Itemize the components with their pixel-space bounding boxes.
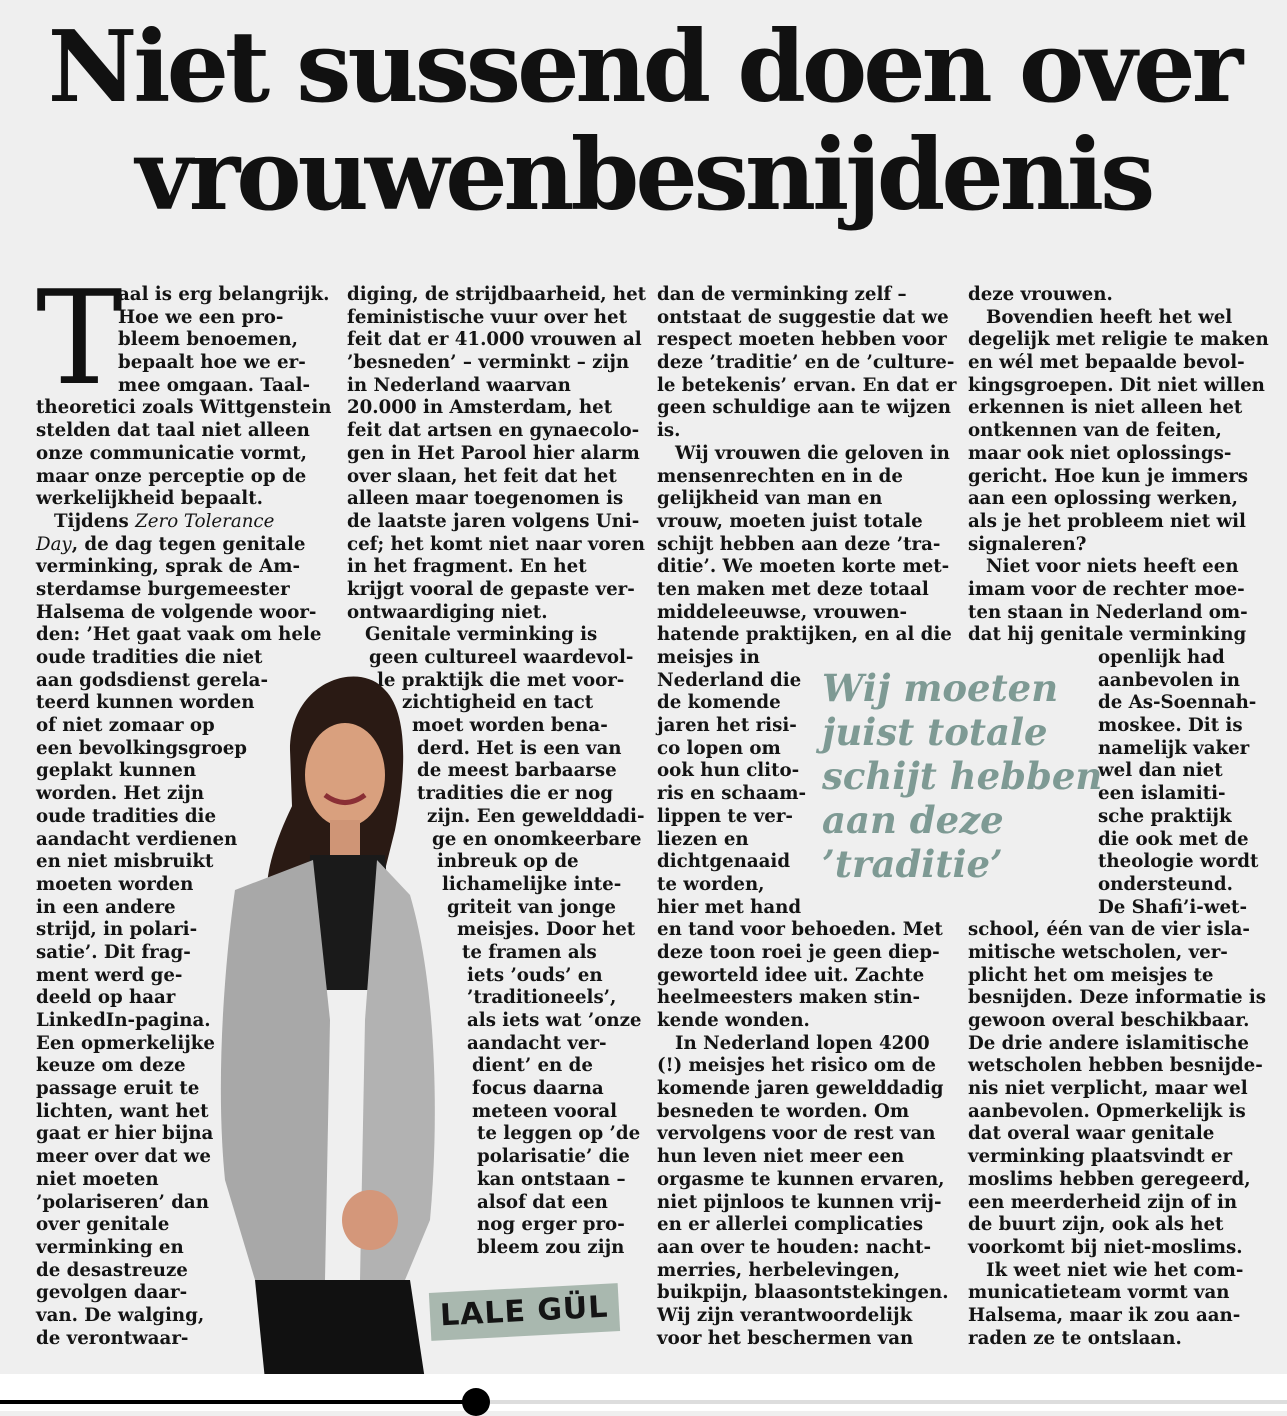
text-line: bleem benoemen, <box>118 329 298 351</box>
text-line: geplakt kunnen <box>36 760 197 782</box>
text-line: en tand voor behoeden. Met <box>657 919 943 941</box>
text-line: sche praktijk <box>1098 805 1232 827</box>
text-line: die ook met de <box>1098 828 1249 850</box>
text-line: dat hij genitale verminking <box>968 624 1247 646</box>
text-line: school, één van de vier isla- <box>968 919 1250 941</box>
text-line: den: ’Het gaat vaak om hele <box>36 624 322 646</box>
text-line: de desastreuze <box>36 1259 188 1281</box>
text-line: aan godsdienst gerela- <box>36 669 269 691</box>
text-line: de komende <box>657 692 781 714</box>
text-line: meisjes in <box>657 647 760 668</box>
text-line: liezen en <box>657 828 749 850</box>
text-line: als iets wat ’onze <box>467 1010 642 1031</box>
pull-quote-line: schijt hebben <box>822 754 1103 798</box>
text-line: deze ’traditie’ en de ’culture- <box>657 352 955 374</box>
scrubber-handle[interactable] <box>462 1388 490 1416</box>
text-line: openlijk had <box>1098 647 1225 668</box>
text-line: Wij zijn verantwoordelijk <box>657 1304 913 1326</box>
text-line: besneden te worden. Om <box>657 1100 910 1122</box>
text-line: deeld op haar <box>36 987 176 1009</box>
text-line: besnijden. Deze informatie is <box>968 987 1267 1009</box>
text-line: te framen als <box>462 941 597 963</box>
text-line: gewoon overal beschikbaar. <box>968 1010 1250 1031</box>
text-line: voorkomt bij niet-moslims. <box>968 1236 1243 1258</box>
text-line: In Nederland lopen 4200 <box>675 1032 930 1054</box>
text-line: hatende praktijken, en al die <box>657 624 952 646</box>
text-line: de As-Soennah- <box>1098 692 1257 714</box>
text-line: aanbevolen in <box>1098 669 1240 691</box>
text-line: onze communicatie vormt, <box>36 442 307 464</box>
text-line: ten maken met deze totaal <box>657 578 929 600</box>
text-line: voor het beschermen van <box>657 1327 914 1349</box>
text-line: municatieteam vormt van <box>968 1282 1230 1304</box>
text-line: Wij vrouwen die geloven in <box>675 442 950 464</box>
author-photo <box>195 660 525 1380</box>
text-line: vervolgens voor de rest van <box>657 1123 936 1145</box>
text-line: nis niet verplicht, maar wel <box>968 1078 1248 1100</box>
text-line: meisjes. Door het <box>457 919 636 941</box>
text-line: oude tradities die <box>36 805 217 827</box>
text-line: lichten, want het <box>36 1100 209 1122</box>
text-line: middeleeuwse, vrouwen- <box>657 601 908 623</box>
headline-line-2: vrouwenbesnijdenis <box>135 118 1152 233</box>
text-line: een islamiti- <box>1098 783 1226 805</box>
text-line: verminking, sprak de Am- <box>36 556 300 578</box>
text-line: De drie andere islamitische <box>968 1032 1249 1054</box>
text-line: iets ’ouds’ en <box>467 964 603 986</box>
text-line: aandacht verdienen <box>36 828 238 850</box>
text-line: meer over dat we <box>36 1146 211 1168</box>
drop-cap: T <box>36 262 123 414</box>
text-line: gen in Het Parool hier alarm <box>347 442 640 464</box>
text-line: Genitale verminking is <box>365 624 598 646</box>
text-line: respect moeten hebben voor <box>657 329 947 351</box>
text-line: polarisatie’ die <box>477 1146 630 1168</box>
text-line: Day, de dag tegen genitale <box>36 533 306 555</box>
text-line: (!) meisjes het risico om de <box>657 1055 936 1077</box>
text-line: geen cultureel waardevol- <box>369 647 634 668</box>
text-line: of niet zomaar op <box>36 715 215 737</box>
text-line: le betekenis’ ervan. En dat er <box>657 374 957 396</box>
pull-quote <box>822 666 1103 886</box>
text-line: satie’. Dit frag- <box>36 941 191 963</box>
text-line: ditie’. We moeten korte met- <box>657 556 950 578</box>
text-line: mitische wetscholen, ver- <box>968 941 1228 963</box>
text-line: focus daarna <box>472 1078 604 1100</box>
text-line: Halsema, maar ik zou aan- <box>968 1304 1241 1326</box>
text-line: zichtigheid en tact <box>402 692 594 714</box>
text-line: alleen maar toegenomen is <box>347 488 624 510</box>
text-line: moet worden bena- <box>412 715 608 737</box>
text-line: gelijkheid van man en <box>657 488 883 510</box>
text-line: plicht het om meisjes te <box>968 964 1214 986</box>
text-line: gericht. Hoe kun je immers <box>968 465 1249 487</box>
text-line: wel dan niet <box>1098 760 1223 782</box>
text-line: diging, de strijdbaarheid, het <box>347 284 647 305</box>
text-line: dichtgenaaid <box>657 851 791 873</box>
text-line: komende jaren gewelddadig <box>657 1078 944 1100</box>
text-line: erkennen is niet alleen het <box>968 397 1243 419</box>
text-line: aan over te houden: nacht- <box>657 1236 932 1258</box>
text-line: ontkennen van de feiten, <box>968 420 1222 442</box>
text-line: deze toon roei je geen diep- <box>657 941 940 963</box>
text-line: le praktijk die met voor- <box>377 669 625 691</box>
text-line: dan de verminking zelf – <box>657 284 907 305</box>
text-line: een meerderheid zijn of in <box>968 1191 1238 1213</box>
text-line: feit dat artsen en gynaecolo- <box>347 420 640 442</box>
text-line: maar ook niet oplossings- <box>968 442 1232 464</box>
text-line: namelijk vaker <box>1098 737 1250 759</box>
text-line: co lopen om <box>657 737 781 759</box>
text-line: passage eruit te <box>36 1078 200 1100</box>
text-line: Nederland die <box>657 669 802 691</box>
text-line: in het fragment. En het <box>347 556 587 578</box>
text-line: wetscholen hebben besnijde- <box>968 1055 1263 1077</box>
text-line: keuze om deze <box>36 1055 186 1077</box>
text-line: ment werd ge- <box>36 964 183 986</box>
text-line: LinkedIn-pagina. <box>36 1010 211 1031</box>
text-line: over slaan, het feit dat het <box>347 465 617 487</box>
text-line: lichamelijke inte- <box>442 873 622 895</box>
text-line: worden. Het zijn <box>36 783 205 805</box>
text-line: hun leven niet meer een <box>657 1146 905 1168</box>
text-line: ge en onomkeerbare <box>432 828 642 850</box>
text-line: feit dat er 41.000 vrouwen al <box>347 329 642 351</box>
text-line: kende wonden. <box>657 1010 810 1031</box>
text-line: meteen vooral <box>472 1100 618 1122</box>
text-line: heelmeesters maken stin- <box>657 987 921 1009</box>
text-line: nog erger pro- <box>477 1214 625 1236</box>
text-line: is. <box>657 420 681 442</box>
text-line: buikpijn, blaasontstekingen. <box>657 1282 949 1304</box>
text-line: maar onze perceptie op de <box>36 465 307 487</box>
text-line: schijt hebben aan deze ’tra- <box>657 533 941 555</box>
text-line: verminking plaatsvindt er <box>968 1146 1233 1168</box>
text-line: ris en schaam- <box>657 783 807 805</box>
author-byline: LALE GÜL <box>429 1283 620 1341</box>
text-line: deze vrouwen. <box>968 284 1113 305</box>
text-line: moslims hebben geregeerd, <box>968 1168 1251 1190</box>
text-line: oude tradities die niet <box>36 647 263 668</box>
pull-quote-line: ’traditie’ <box>822 842 1003 886</box>
text-line: en wél met bepaalde bevol- <box>968 352 1245 374</box>
text-line: geen schuldige aan te wijzen <box>657 397 952 419</box>
text-line: niet pijnloos te kunnen vrij- <box>657 1191 942 1213</box>
text-line: ontstaat de suggestie dat we <box>657 306 949 328</box>
text-line: cef; het komt niet naar voren <box>347 533 645 555</box>
text-line: Hoe we een pro- <box>118 306 284 328</box>
text-line: gevolgen daar- <box>36 1282 188 1304</box>
text-line: ook hun clito- <box>657 760 800 782</box>
pull-quote-line: juist totale <box>822 710 1048 754</box>
text-line: vrouw, moeten juist totale <box>657 510 923 532</box>
text-line: van. De walging, <box>36 1304 205 1326</box>
text-line: theologie wordt <box>1098 851 1259 873</box>
text-line: gaat er hier bijna <box>36 1123 214 1145</box>
text-line: als je het probleem niet wil <box>968 510 1246 532</box>
text-line: de buurt zijn, ook als het <box>968 1214 1224 1236</box>
text-line: moeten worden <box>36 873 194 895</box>
text-line: Bovendien heeft het wel <box>986 306 1233 328</box>
text-line: ontwaardiging niet. <box>347 601 548 623</box>
text-line: strijd, in polari- <box>36 919 198 941</box>
text-line: ’polariseren’ dan <box>36 1191 209 1213</box>
pull-quote-line: Wij moeten <box>822 666 1059 710</box>
text-line: bepaalt hoe we er- <box>118 352 306 374</box>
text-line: inbreuk op de <box>437 851 579 873</box>
text-line: aanbevolen. Opmerkelijk is <box>968 1100 1246 1122</box>
viewer-bottom-bar <box>0 1374 1287 1411</box>
headline-line-1: Niet sussend doen over <box>47 10 1240 125</box>
text-line: ’traditioneels’, <box>467 987 617 1009</box>
text-line: stelden dat taal niet alleen <box>36 420 310 442</box>
text-line: en er allerlei complicaties <box>657 1214 924 1236</box>
text-line: jaren het risi- <box>657 715 797 737</box>
text-line: griteit van jonge <box>447 896 616 918</box>
text-line: en niet misbruikt <box>36 851 214 873</box>
text-line: Tijdens Zero Tolerance <box>54 510 275 532</box>
text-line: raden ze te ontslaan. <box>968 1327 1182 1349</box>
text-line: de meest barbaarse <box>417 760 617 782</box>
text-line: feministische vuur over het <box>347 306 627 328</box>
text-line: verminking en <box>36 1236 184 1258</box>
text-line: krijgt vooral de gepaste ver- <box>347 578 635 600</box>
text-line: theoretici zoals Wittgenstein <box>36 397 332 419</box>
text-line: Ik weet niet wie het com- <box>986 1259 1244 1281</box>
text-line: De Shafi’i-wet- <box>1098 896 1248 918</box>
text-line: degelijk met religie te maken <box>968 329 1269 351</box>
headline <box>0 10 1287 233</box>
text-line: mensenrechten en in de <box>657 465 903 487</box>
text-line: te leggen op ’de <box>477 1123 641 1145</box>
text-line: in een andere <box>36 896 176 918</box>
text-line: orgasme te kunnen ervaren, <box>657 1168 945 1190</box>
text-line: dat overal waar genitale <box>968 1123 1215 1145</box>
text-line: sterdamse burgemeester <box>36 578 290 600</box>
text-line: Halsema de volgende woor- <box>36 601 317 623</box>
text-line: zijn. Een gewelddadi- <box>427 805 645 827</box>
text-line: aan een oplossing werken, <box>968 488 1238 510</box>
text-line: ten staan in Nederland om- <box>968 601 1248 623</box>
text-line: derd. Het is een van <box>417 737 622 759</box>
text-line: lippen te ver- <box>657 805 793 827</box>
text-line: geworteld idee uit. Zachte <box>657 964 925 986</box>
text-line: tradities die er nog <box>417 783 613 805</box>
text-line: teerd kunnen worden <box>36 692 255 714</box>
text-line: de verontwaar- <box>36 1327 189 1349</box>
text-line: hier met hand <box>657 896 802 918</box>
text-line: kingsgroepen. Dit niet willen <box>968 374 1265 396</box>
text-line: aandacht ver- <box>467 1032 607 1054</box>
text-line: kan ontstaan – <box>477 1168 626 1190</box>
text-line: Een opmerkelijke <box>36 1032 215 1054</box>
text-line: aal is erg belangrijk. <box>118 284 330 305</box>
scrubber-fill <box>0 1400 476 1404</box>
text-line: 20.000 in Amsterdam, het <box>347 397 613 419</box>
text-line: dient’ en de <box>472 1055 593 1077</box>
text-line: alsof dat een <box>477 1191 608 1213</box>
text-line: over genitale <box>36 1214 170 1236</box>
text-line: te worden, <box>657 873 765 895</box>
text-line: imam voor de rechter moe- <box>968 578 1245 600</box>
text-line: een bevolkingsgroep <box>36 737 248 759</box>
text-line: de laatste jaren volgens Uni- <box>347 510 640 532</box>
pull-quote-line: aan deze <box>822 798 1004 842</box>
text-line: Niet voor niets heeft een <box>986 556 1239 578</box>
text-line: mee omgaan. Taal- <box>118 374 311 396</box>
text-line: moskee. Dit is <box>1098 715 1243 737</box>
text-line: niet moeten <box>36 1168 159 1190</box>
text-line: in Nederland waarvan <box>347 374 571 396</box>
text-line: werkelijkheid bepaalt. <box>36 488 263 510</box>
text-line: ’besneden’ – verminkt – zijn <box>347 352 630 374</box>
text-line: bleem zou zijn <box>477 1236 625 1258</box>
text-line: signaleren? <box>968 533 1087 555</box>
text-line: ondersteund. <box>1098 873 1233 895</box>
text-line: merries, herbelevingen, <box>657 1259 901 1281</box>
